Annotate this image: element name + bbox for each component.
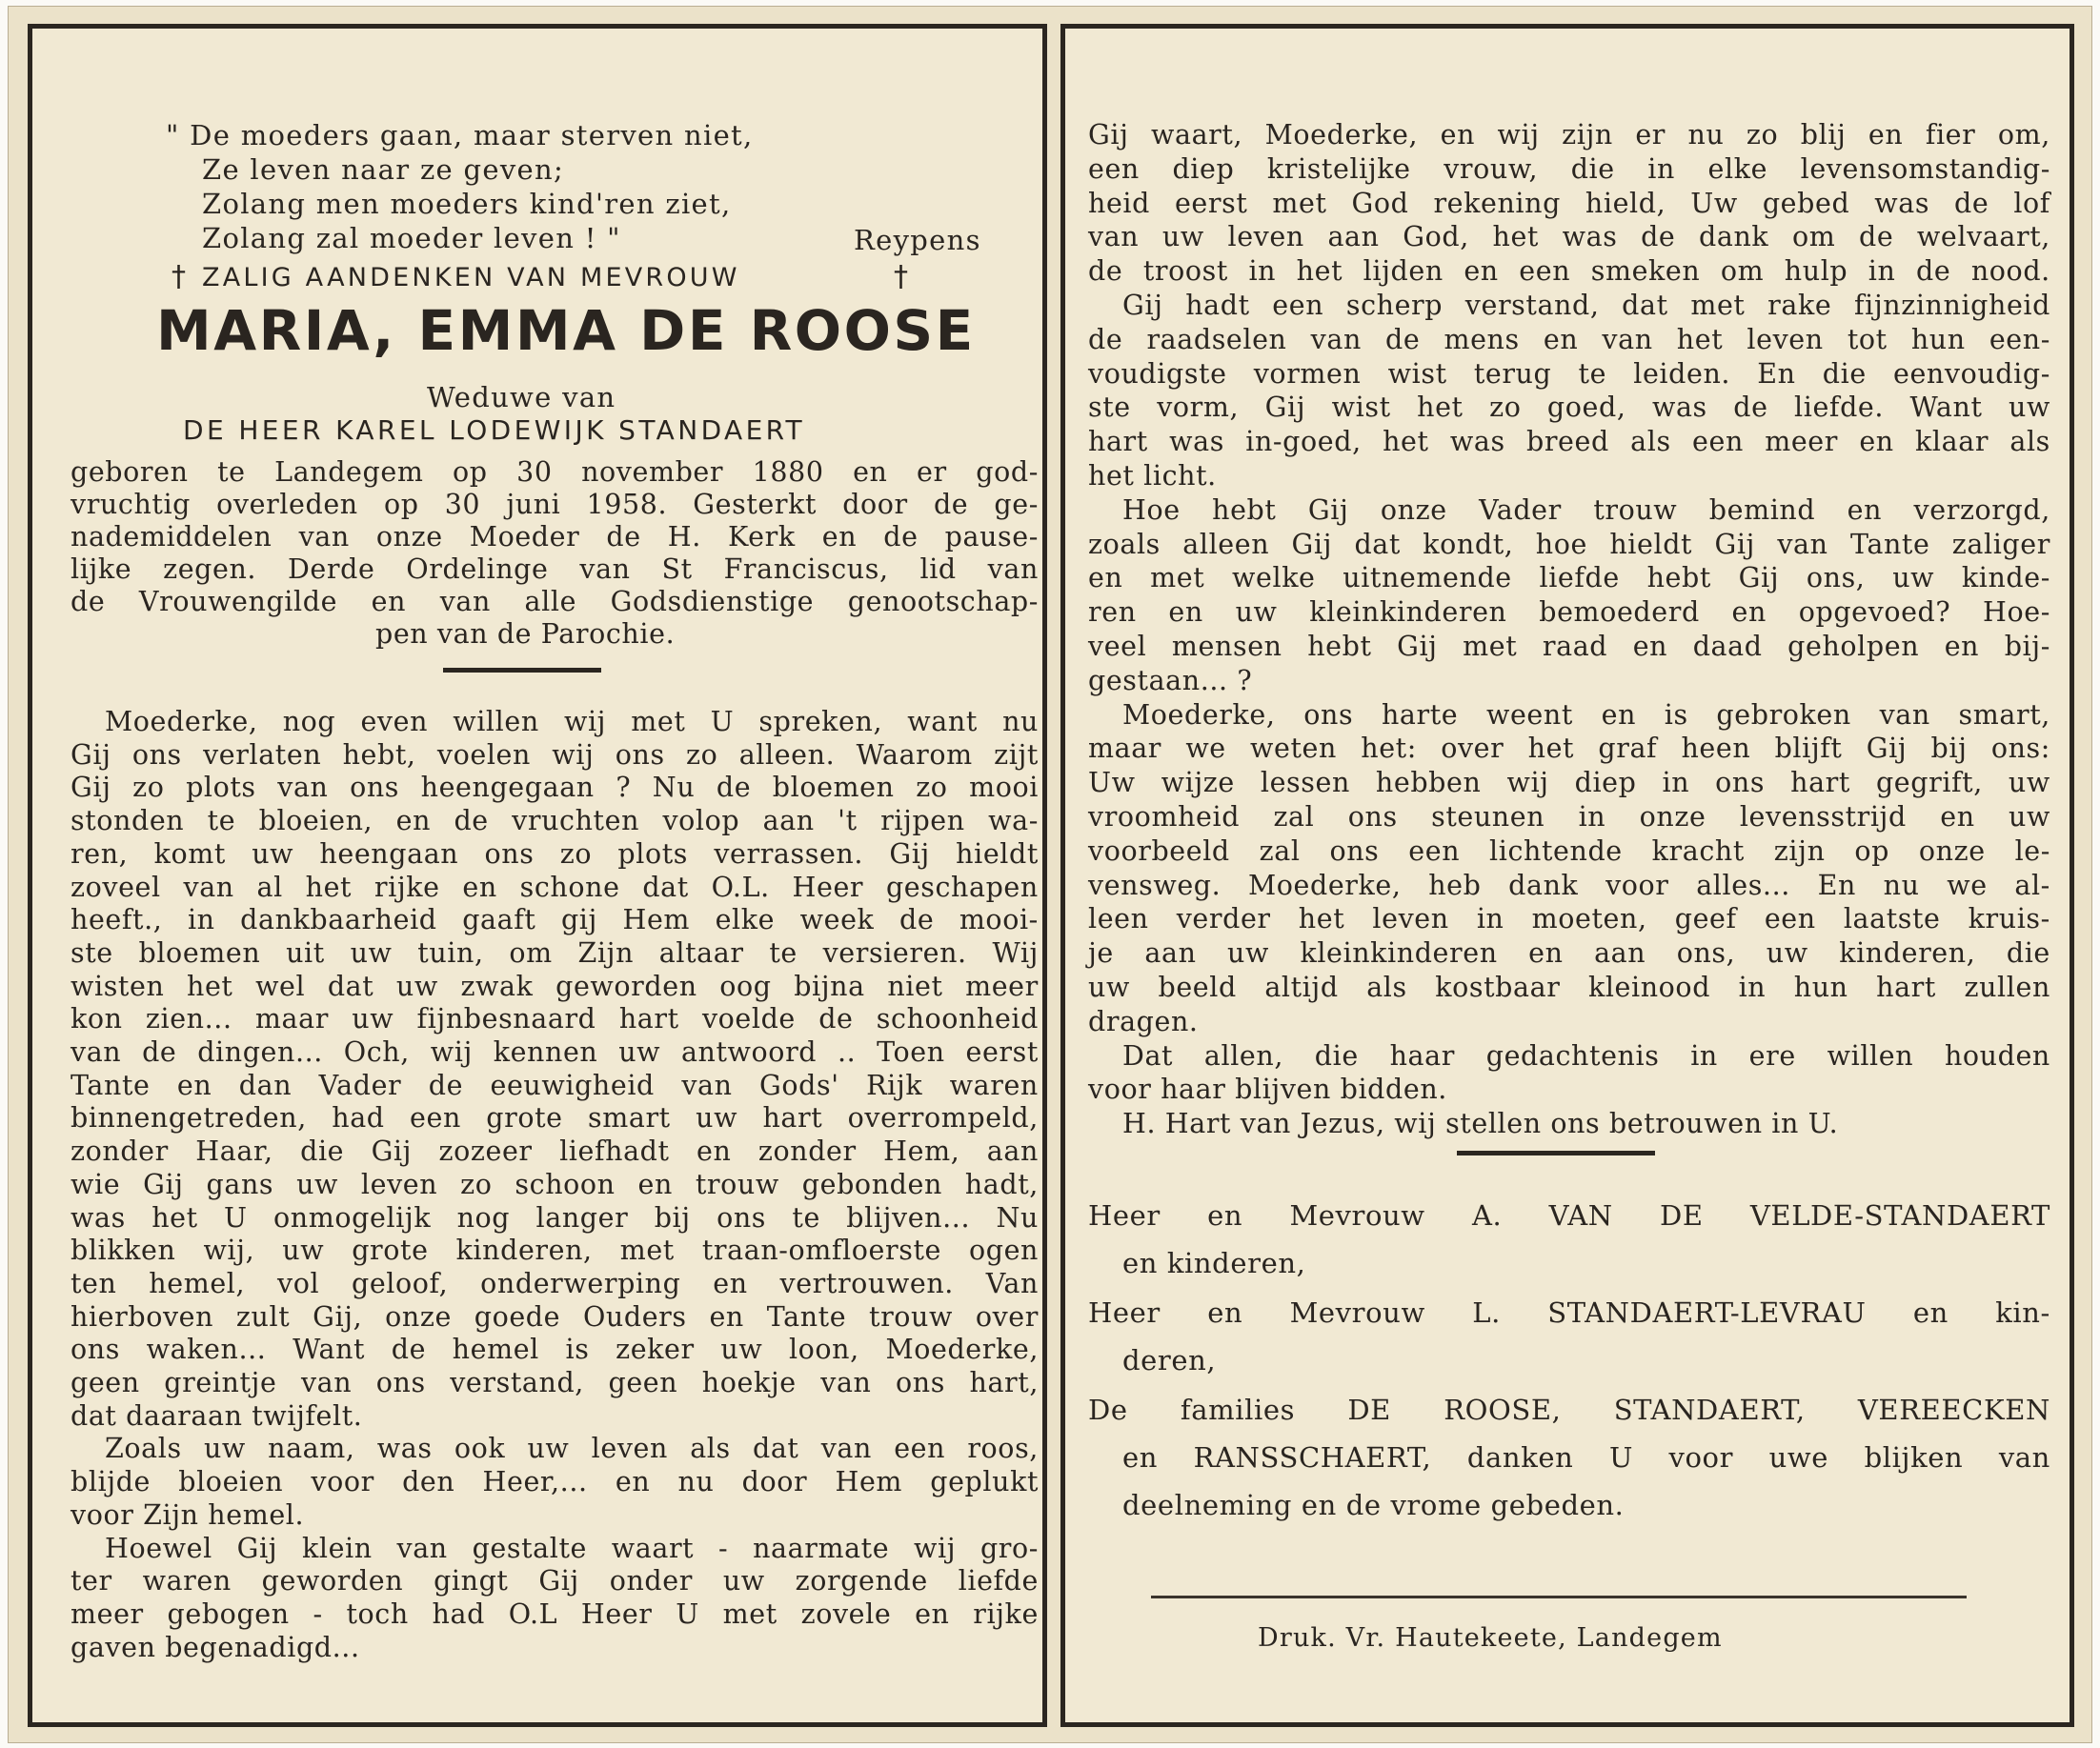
text-line: zonder Haar, die Gij zozeer liefhadt en zonder Hem, aan [71,1135,1039,1168]
text-line: hart was in-goed, het was breed als een meer en klaar als [1088,426,2050,458]
text-line: Hoewel Gij klein van gestalte waart - naarmate wij gro- [105,1532,1039,1564]
cross-right-icon: † [894,260,908,293]
text-line: voor haar blijven bidden. [1088,1074,1447,1106]
text-line: hierboven zult Gij, onze goede Ouders en Tante trouw over [71,1300,1039,1333]
text-line: dragen. [1088,1005,1199,1037]
text-line: Moederke, nog even willen wij met U spreken, want nu [105,706,1039,737]
text-line: was het U onmogelijk nog langer bij ons te blijven... Nu [71,1201,1039,1234]
right-panel [1060,24,2074,1727]
text-line: leen verder het leven in moeten, geef een laatste kruis- [1088,903,2050,935]
family-line-5: De families DE ROOSE, STANDAERT, VEREECKEN [1088,1394,2050,1426]
text-line: ste bloemen uit uw tuin, om Zijn altaar te versieren. Wij [71,936,1039,969]
text-line: uw beeld altijd als kostbaar kleinood in hun hart zullen [1088,972,2050,1003]
bio-line-2: vruchtig overleden op 30 juni 1958. Gesterkt door de ge- [71,489,1039,520]
text-line: wie Gij gans uw leven zo schoon en trouw gebonden hadt, [71,1168,1039,1200]
text-line: Gij hadt een scherp verstand, dat met rake fijnzinnigheid [1122,290,2050,321]
poem-line-2: Ze leven naar ze geven; [202,153,565,186]
text-line: Tante en dan Vader de eeuwigheid van Gods' Rijk waren [71,1069,1039,1101]
text-line: geen greintje van ons verstand, geen hoekje van ons hart, [71,1367,1039,1398]
family-line-4: deren, [1122,1344,1217,1376]
text-line: Gij zo plots van ons heengegaan ? Nu de bloemen zo mooi [71,772,1039,804]
text-line: blijde bloeien voor den Heer,... en nu door Hem geplukt [71,1466,1039,1498]
printer-credit: Druk. Vr. Hautekeete, Landegem [1258,1623,1723,1653]
text-line: ten hemel, vol geloof, onderwerping en vertrouwen. Van [71,1267,1039,1299]
text-line: de raadselen van de mens en van het leven tot hun een- [1088,323,2050,355]
text-line: dat daaraan twijfelt. [71,1399,363,1432]
text-line: stonden te bloeien, en de vruchten volop aan 't rijpen wa- [71,805,1039,837]
text-line: gestaan... ? [1088,664,1253,696]
text-line: het licht. [1088,460,1217,492]
bio-line-5: de Vrouwengilde en van alle Godsdienstige genootschap- [71,586,1039,617]
family-line-3: Heer en Mevrouw L. STANDAERT-LEVRAU en kin- [1088,1296,2050,1329]
text-line: Moederke, ons harte weent en is gebroken van smart, [1122,698,2050,731]
text-line: Zoals uw naam, was ook uw leven als dat van een roos, [105,1433,1039,1465]
husband-name: DE HEER KAREL LODEWIJK STANDAERT [183,414,806,446]
text-line: ren en uw kleinkinderen bemoederd en opgevoed? Hoe- [1088,596,2050,629]
left-panel [28,24,1047,1727]
text-line: zoals alleen Gij dat kondt, hoe hieldt Gij van Tante zaliger [1088,528,2050,560]
poem-author: Reypens [854,224,981,256]
text-line: Dat allen, die haar gedachtenis in ere willen houden [1122,1039,2050,1072]
widow-of: Weduwe van [427,381,616,413]
text-line: wisten het wel dat uw zwak geworden oog bijna niet meer [71,970,1039,1002]
text-line: kon zien... maar uw fijnbesnaard hart voelde de schoonheid [71,1003,1039,1035]
text-line: van uw leven aan God, het was de dank om de welvaart, [1088,221,2050,253]
cross-left-icon: † [172,260,186,293]
text-line: heid eerst met God rekening hield, Uw gebed was de lof [1088,187,2050,219]
memory-heading: ZALIG AANDENKEN VAN MEVROUW [202,263,740,292]
bio-line-3: nademiddelen van onze Moeder de H. Kerk en de pause- [71,521,1039,553]
text-line: voorbeeld zal ons een lichtende kracht zijn op onze le- [1088,834,2050,867]
divider [1457,1151,1655,1155]
text-line: voor Zijn hemel. [71,1498,305,1531]
text-line: ons waken... Want de hemel is zeker uw loon, Moederke, [71,1334,1039,1366]
poem-line-3: Zolang men moeders kind'ren ziet, [202,188,732,220]
bio-line-1: geboren te Landegem op 30 november 1880 en er god- [71,456,1039,488]
deceased-name: MARIA, EMMA DE ROOSE [156,298,976,363]
bio-line-4: lijke zegen. Derde Ordelinge van St Franciscus, lid van [71,553,1039,585]
memorial-card [8,6,2092,1743]
text-line: vensweg. Moederke, heb dank voor alles... En nu we al- [1088,869,2050,901]
family-line-6: en RANSSCHAERT, danken U voor uwe blijken van [1122,1441,2050,1474]
text-line: van de dingen... Och, wij kennen uw antwoord .. Toen eerst [71,1036,1039,1068]
text-line: blikken wij, uw grote kinderen, met traan-omfloerste ogen [71,1235,1039,1267]
text-line: voudigste vormen wist terug te leiden. En die eenvoudig- [1088,357,2050,390]
text-line: Gij waart, Moederke, en wij zijn er nu zo blij en fier om, [1088,119,2050,151]
family-line-2: en kinderen, [1122,1247,1306,1279]
text-line: vroomheid zal ons steunen in onze levensstrijd en uw [1088,801,2050,833]
text-line: heeft., in dankbaarheid gaaft gij Hem elke week de mooi- [71,904,1039,936]
poem-line-4: Zolang zal moeder leven ! " [202,222,621,254]
text-line: Hoe hebt Gij onze Vader trouw bemind en verzorgd, [1122,493,2050,526]
text-line: en met welke uitnemende liefde hebt Gij ons, uw kinde- [1088,562,2050,594]
text-line: H. Hart van Jezus, wij stellen ons betrouwen in U. [1122,1108,1839,1140]
family-line-7: deelneming en de vrome gebeden. [1122,1489,1625,1521]
footer-rule [1151,1596,1967,1598]
text-line: meer gebogen - toch had O.L Heer U met zovele en rijke [71,1597,1039,1630]
text-line: binnengetreden, had een grote smart uw hart overrompeld, [71,1102,1039,1135]
text-line: ste vorm, Gij wist het zo goed, was de liefde. Want uw [1088,392,2050,424]
text-line: je aan uw kleinkinderen en aan ons, uw kinderen, die [1088,937,2050,970]
text-line: een diep kristelijke vrouw, die in elke levensomstandig- [1088,152,2050,185]
text-line: gaven begenadigd... [71,1631,360,1663]
poem-line-1: " De moeders gaan, maar sterven niet, [166,119,754,151]
bio-line-6: pen van de Parochie. [375,618,676,650]
text-line: ter waren geworden gingt Gij onder uw zorgende liefde [71,1565,1039,1597]
text-line: maar we weten het: over het graf heen blijft Gij bij ons: [1088,733,2050,765]
text-line: Uw wijze lessen hebben wij diep in ons hart gegrift, uw [1088,767,2050,799]
text-line: zoveel van al het rijke en schone dat O.L. Heer geschapen [71,871,1039,903]
text-line: ren, komt uw heengaan ons zo plots verrassen. Gij hieldt [71,837,1039,870]
text-line: Gij ons verlaten hebt, voelen wij ons zo alleen. Waarom zijt [71,738,1039,771]
divider [443,668,601,673]
text-line: veel mensen hebt Gij met raad en daad geholpen en bij- [1088,631,2050,662]
family-line-1: Heer en Mevrouw A. VAN DE VELDE-STANDAERT [1088,1199,2050,1232]
text-line: de troost in het lijden en een smeken om hulp in de nood. [1088,255,2050,288]
